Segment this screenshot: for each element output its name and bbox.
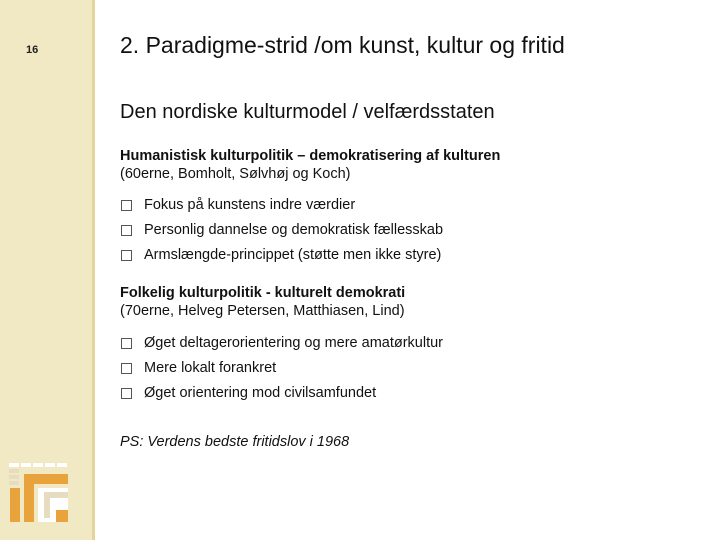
section1-bullet — [120, 247, 441, 263]
sidebar-panel — [0, 0, 92, 540]
section1-subheading: (60erne, Bomholt, Sølvhøj og Koch) — [120, 166, 351, 182]
bullet-text: Mere lokalt forankret — [144, 360, 277, 376]
checkbox-bullet-icon — [121, 363, 132, 374]
section1-bullet — [120, 222, 443, 238]
footnote: PS: Verdens bedste fritidslov i 1968 — [120, 434, 350, 450]
slide-title: 2. Paradigme-strid /om kunst, kultur og fritid — [120, 32, 565, 58]
section2-bullet — [120, 385, 376, 401]
section2-subheading: (70erne, Helveg Petersen, Matthiasen, Lind) — [120, 303, 405, 319]
section1-bullet — [120, 197, 355, 213]
page-number: 16 — [26, 44, 39, 56]
checkbox-bullet-icon — [121, 388, 132, 399]
bullet-text: Fokus på kunstens indre værdier — [144, 197, 356, 213]
section2-bullet — [120, 360, 276, 376]
checkbox-bullet-icon — [121, 250, 132, 261]
logo-icon — [8, 462, 70, 524]
checkbox-bullet-icon — [121, 225, 132, 236]
bullet-text: Armslængde-princippet (støtte men ikke styre) — [144, 247, 442, 263]
checkbox-bullet-icon — [121, 338, 132, 349]
slide-subtitle: Den nordiske kulturmodel / velfærdsstaten — [120, 101, 495, 123]
section2-bullet — [120, 335, 443, 351]
section2-heading: Folkelig kulturpolitik - kulturelt demokrati — [120, 285, 406, 301]
sidebar-divider — [92, 0, 95, 540]
checkbox-bullet-icon — [121, 200, 132, 211]
bullet-text: Øget deltagerorientering og mere amatørkultur — [144, 335, 444, 351]
bullet-text: Personlig dannelse og demokratisk fællesskab — [144, 222, 444, 238]
section1-heading: Humanistisk kulturpolitik – demokratisering af kulturen — [120, 148, 501, 164]
bullet-text: Øget orientering mod civilsamfundet — [144, 385, 377, 401]
